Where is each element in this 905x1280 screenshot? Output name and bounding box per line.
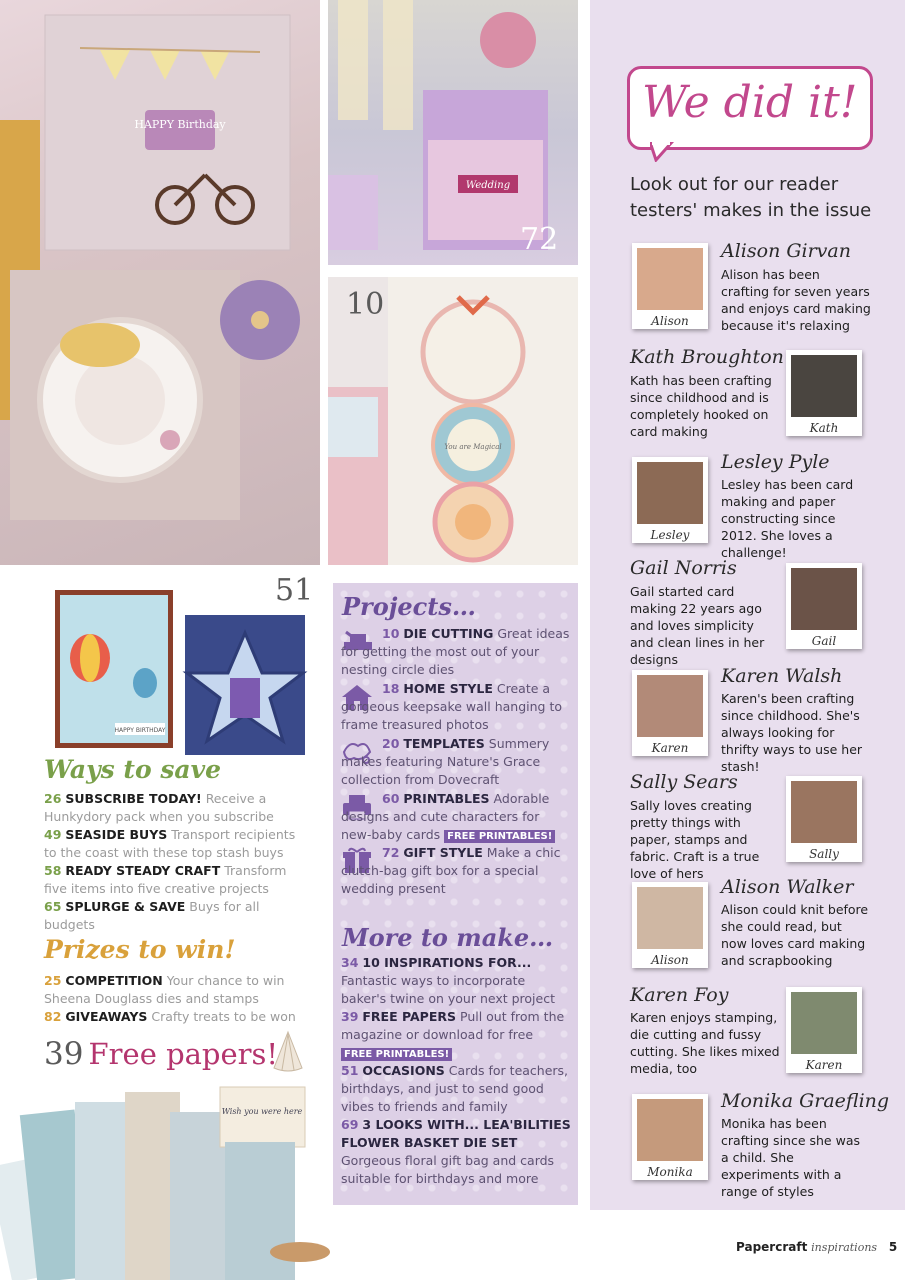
page-number-10: 10	[346, 287, 385, 322]
seashell-icon	[268, 1030, 308, 1074]
item-text: Your chance to win Sheena Douglass dies and stamps	[44, 973, 285, 1006]
page-footer	[736, 1240, 897, 1254]
item-text: Crafty treats to be won	[151, 1009, 296, 1024]
item-title: 3 LOOKS WITH... LEA'BILITIES FLOWER BASKET DIE SET	[341, 1117, 571, 1150]
tester-photo	[786, 987, 862, 1073]
tester-name: Lesley Pyle	[721, 451, 830, 473]
list-item[interactable]	[44, 1008, 309, 1026]
more-to-make-list	[341, 954, 573, 1188]
item-number: 72	[382, 845, 400, 860]
list-item[interactable]	[44, 826, 302, 862]
item-number: 69	[341, 1117, 359, 1132]
item-number: 20	[382, 736, 400, 751]
tester-photo	[786, 563, 862, 649]
free-printables-badge: FREE PRINTABLES!	[444, 830, 555, 843]
birthday-cards-photo	[0, 0, 320, 565]
free-papers-heading	[44, 1036, 278, 1072]
tester-bio: Alison could knit before she could read, but now loves card making and scrapbooking	[721, 902, 869, 968]
item-title: OCCASIONS	[362, 1063, 445, 1078]
project-item[interactable]	[341, 680, 571, 734]
list-item[interactable]	[341, 1116, 573, 1188]
item-text: Receive a Hunkydory pack when you subscribe	[44, 791, 274, 824]
project-item[interactable]	[341, 844, 571, 898]
tester-photo	[632, 670, 708, 756]
item-text: Transform five items into five creative projects	[44, 863, 287, 896]
ways-to-save-title: Ways to save	[44, 755, 222, 784]
item-title: TEMPLATES	[403, 736, 485, 751]
we-did-it-headline: We did it!	[642, 77, 858, 128]
item-number: 58	[44, 863, 62, 878]
we-did-it-bubble	[627, 66, 873, 150]
item-number: 39	[341, 1009, 359, 1024]
tester-bio: Alison has been crafting for seven years and enjoys card making because it's relaxing	[721, 267, 871, 333]
magazine-suffix: inspirations	[811, 1241, 878, 1254]
list-item[interactable]	[44, 862, 302, 898]
free-papers-photo	[0, 1082, 330, 1280]
portrait-image	[791, 355, 857, 417]
photo-caption: Alison	[651, 953, 689, 967]
more-to-make-title: More to make…	[342, 923, 554, 952]
tester-name: Karen Walsh	[721, 665, 843, 687]
tester-name: Alison Walker	[721, 876, 854, 898]
list-item[interactable]	[44, 972, 309, 1008]
item-number: 82	[44, 1009, 62, 1024]
item-number: 25	[44, 973, 62, 988]
free-printables-badge: FREE PRINTABLES!	[341, 1048, 452, 1061]
free-papers-title: Free papers!	[88, 1037, 279, 1071]
portrait-image	[791, 992, 857, 1054]
birthday-card-text: HAPPY Birthday	[134, 118, 226, 131]
photo-caption: Monika	[647, 1165, 693, 1179]
item-text: Summery makes featuring Nature's Grace collection from Dovecraft	[341, 736, 550, 787]
item-number: 49	[44, 827, 62, 842]
tester-bio: Gail started card making 22 years ago and loves simplicity and clean lines in her designs	[630, 584, 765, 667]
item-text: Cards for teachers, birthdays, and just to send good vibes to friends and family	[341, 1063, 569, 1114]
photo-caption: Karen	[805, 1058, 843, 1072]
tester-bio: Kath has been crafting since childhood and is completely hooked on card making	[630, 373, 772, 439]
hanging-text: You are Magical	[444, 443, 502, 451]
portrait-image	[637, 462, 703, 524]
item-text: Great ideas for getting the most out of your nesting circle dies	[341, 626, 570, 677]
tester-bio: Karen's been crafting since childhood. She's always looking for thrifty ways to use her stash!	[721, 691, 863, 774]
prizes-list	[44, 972, 309, 1026]
tester-photo	[632, 457, 708, 543]
list-item[interactable]	[341, 954, 573, 1008]
item-title: HOME STYLE	[403, 681, 493, 696]
photo-caption: Lesley	[650, 528, 690, 542]
item-text: Transport recipients to the coast with these top stash buys	[44, 827, 296, 860]
item-title: 10 INSPIRATIONS FOR...	[362, 955, 532, 970]
project-item[interactable]	[341, 790, 571, 844]
page-number: 5	[888, 1240, 898, 1254]
item-number: 51	[341, 1063, 359, 1078]
tester-photo	[632, 882, 708, 968]
tester-photo	[786, 350, 862, 436]
item-number: 10	[382, 626, 400, 641]
tester-name: Karen Foy	[630, 984, 729, 1006]
tester-name: Kath Broughton	[630, 346, 784, 368]
testers-intro: Look out for our reader testers' makes in the issue	[630, 174, 872, 221]
tester-name: Alison Girvan	[721, 240, 851, 262]
page-number-72: 72	[520, 222, 559, 257]
tester-photo	[786, 776, 862, 862]
item-text: Gorgeous floral gift bag and cards suitable for birthdays and more	[341, 1153, 555, 1186]
item-text: Pull out from the magazine or download for free	[341, 1009, 565, 1042]
postcard-text: Wish you were here	[221, 1107, 303, 1116]
tester-bio: Lesley has been card making and paper constructing since 2012. She loves a challenge!	[721, 477, 854, 560]
tester-name: Monika Graefling	[721, 1090, 890, 1112]
list-item[interactable]	[44, 790, 302, 826]
portrait-image	[637, 887, 703, 949]
tester-bio: Monika has been crafting since she was a child. She experiments with a range of styles	[721, 1116, 860, 1199]
speech-tail-icon	[650, 142, 674, 162]
free-papers-number: 39	[44, 1036, 84, 1072]
portrait-image	[791, 781, 857, 843]
occasion-cards-photo	[0, 573, 320, 763]
photo-caption: Gail	[811, 634, 837, 648]
wall-hanging-photo	[328, 277, 578, 565]
portrait-image	[637, 248, 703, 310]
list-item[interactable]	[341, 1062, 573, 1116]
prizes-title: Prizes to win!	[44, 935, 236, 964]
photo-caption: Sally	[809, 847, 839, 861]
wedding-card-text: Wedding	[465, 180, 511, 191]
page-number-51: 51	[275, 573, 314, 608]
photo-caption: Karen	[651, 741, 689, 755]
ways-to-save-list	[44, 790, 302, 934]
tester-name: Sally Sears	[630, 771, 738, 793]
item-title: COMPETITION	[65, 973, 163, 988]
portrait-image	[791, 568, 857, 630]
item-text: Buys for all budgets	[44, 899, 260, 932]
item-title: SUBSCRIBE TODAY!	[65, 791, 202, 806]
tester-bio: Sally loves creating pretty things with paper, stamps and fabric. Craft is a true love of hers	[630, 798, 760, 881]
project-item[interactable]	[341, 735, 571, 789]
portrait-image	[637, 675, 703, 737]
tester-bio: Karen enjoys stamping, die cutting and fussy cutting. She likes mixed media, too	[630, 1010, 780, 1076]
item-title: READY STEADY CRAFT	[65, 863, 221, 878]
portrait-image	[637, 1099, 703, 1161]
photo-caption: Kath	[809, 421, 839, 435]
photo-caption: Alison	[651, 314, 689, 328]
tester-photo	[632, 243, 708, 329]
tester-photo	[632, 1094, 708, 1180]
item-title: DIE CUTTING	[403, 626, 494, 641]
item-number: 26	[44, 791, 62, 806]
item-text: Make a chic clutch-bag gift box for a special wedding present	[341, 845, 561, 896]
list-item[interactable]	[341, 1008, 573, 1062]
item-title: PRINTABLES	[403, 791, 490, 806]
item-number: 65	[44, 899, 62, 914]
item-title: SPLURGE & SAVE	[65, 899, 186, 914]
item-title: FREE PAPERS	[362, 1009, 457, 1024]
item-number: 18	[382, 681, 400, 696]
item-text: Adorable designs and cute characters for new-baby cards	[341, 791, 550, 842]
item-number: 34	[341, 955, 359, 970]
item-title: GIFT STYLE	[403, 845, 483, 860]
item-title: GIVEAWAYS	[65, 1009, 148, 1024]
list-item[interactable]	[44, 898, 302, 934]
item-number: 60	[382, 791, 400, 806]
wedding-box-photo	[328, 0, 578, 265]
projects-title: Projects…	[342, 592, 476, 621]
tester-name: Gail Norris	[630, 557, 737, 579]
item-text: Fantastic ways to incorporate baker's twine on your next project	[341, 973, 555, 1006]
project-item[interactable]	[341, 625, 571, 679]
small-card-text: HAPPY BIRTHDAY	[114, 727, 166, 734]
magazine-name: Papercraft	[736, 1240, 808, 1254]
item-title: SEASIDE BUYS	[65, 827, 168, 842]
item-text: Create a gorgeous keepsake wall hanging to frame treasured photos	[341, 681, 563, 732]
